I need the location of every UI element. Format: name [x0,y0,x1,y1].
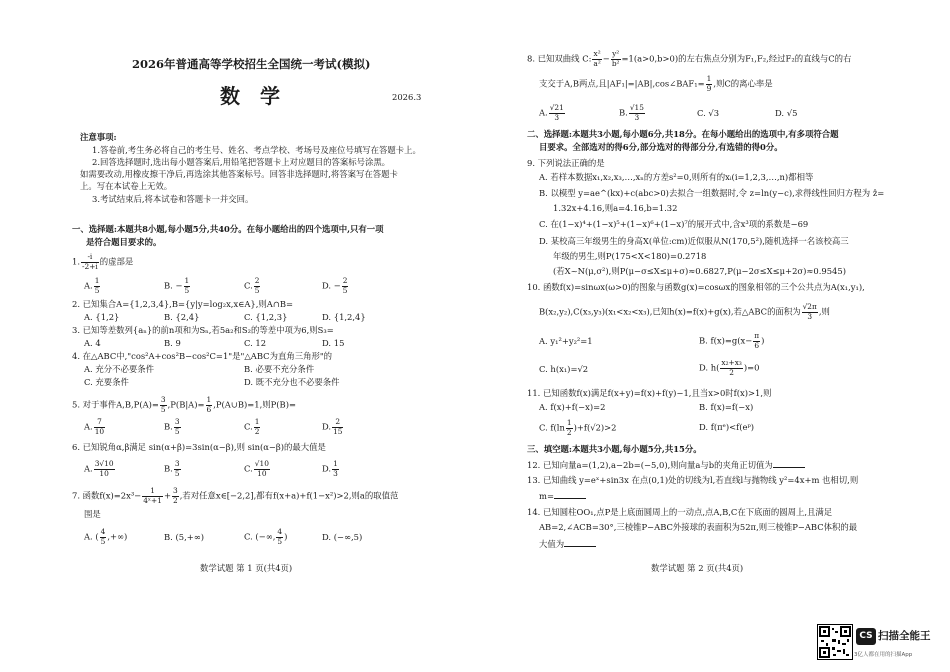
q11-stem: 11. 已知函数f(x)满足f(x+y)=f(x)+f(y)−1,且当x>0时f(x)>1,则 [527,388,772,398]
q2-option-c: C. {1,2,3} [244,312,288,322]
q10-stem-2: B(x₂,y₂),C(x₃,y₃)(x₁<x₂<x₃),已知h(x)=f(x)+g(x),若△ABC的面积为 $\frac{√2\pi}{3}$ ,则 [539,302,830,321]
q6-option-b: B. $\frac{3}{5}$ [164,459,180,478]
q1-option-d: D. − $\frac{2}{5}$ [322,276,348,295]
q7-stem: 7. 函数f(x)=2x³− $\frac{1}{\text{4ˣ+1}}$ + $\frac{3}{2}$ ,若对任意x∈[−2,2],都有f(x+a)+f(1−x²)>2,则a的取值范 [72,486,399,505]
notice-line-5: 3.考试结束后,将本试卷和答题卡一并交回。 [92,194,254,204]
q3-option-a: A. 4 [84,338,101,348]
q4-option-c: C. 充要条件 [84,377,129,387]
section2-heading: 二、选择题:本题共3小题,每小题6分,共18分。在每小题给出的选项中,有多项符合题 [527,129,839,139]
q7-stem-2: 围是 [84,509,101,519]
q3-option-d: D. 15 [322,338,345,348]
section1-heading-2: 是符合题目要求的。 [86,237,162,247]
q9-option-a: A. 若样本数据x₁,x₂,x₃,…,xₙ的方差s²=0,则所有的xᵢ(i=1,2,3,…,n)都相等 [539,172,814,182]
q11-option-b: B. f(x)=f(−x) [699,402,754,412]
q5-option-a: A. $\frac{7}{10}$ [84,417,105,436]
q7-option-c: C. (−∞, $\frac{4}{5}$ ) [244,527,288,546]
q9-option-d: D. 某校高三年级男生的身高X(单位:cm)近似服从N(170,5²),随机选择一名该校高三 [539,236,849,246]
q8-option-b: B. $\frac{√15}{3}$ [619,103,644,122]
q6-option-d: D. $\frac{1}{3}$ [322,459,338,478]
q2-option-a: A. {1,2} [84,312,120,322]
q5-option-b: B. $\frac{3}{5}$ [164,417,180,436]
q6-option-a: A. $\frac{3√10}{10}$ [84,459,114,478]
section1-heading: 一、选择题:本题共8小题,每小题5分,共40分。在每小题给出的四个选项中,只有一项 [72,224,384,234]
section3-heading: 三、填空题:本题共3小题,每小题5分,共15分。 [527,444,702,454]
q2-option-d: D. {1,2,4} [322,312,366,322]
q9-option-b-2: 1.32x+4.16,则a=4.16,b=1.32 [553,203,678,213]
q11-option-a: A. f(x)+f(−x)=2 [539,402,606,412]
q4-stem: 4. 在△ABC中,"cos²A+cos²B−cos²C=1"是"△ABC为直角三角形"的 [72,351,333,361]
q14-answer-blank[interactable] [564,538,596,547]
q8-option-c: C. √3 [697,108,720,118]
page-footer-2: 数学试题 第 2 页(共4页) [651,563,744,573]
q13-answer-blank[interactable] [554,490,586,499]
exam-title: 2026年普通高等学校招生全国统一考试(模拟) [132,57,371,71]
camscanner-logo-icon: CS [856,628,876,645]
q9-option-b: B. 以模型 y=ae^(kx)+c(abc>0)去拟合一组数据时,令 z=ln(y−c),求得线性回归方程为 ẑ= [539,188,885,198]
q14-stem-3: 大值为 [539,538,596,550]
section2-heading-2: 目要求。全部选对的得6分,部分选对的得部分分,有选错的得0分。 [539,142,783,152]
q1-option-c: C. $\frac{2}{5}$ [244,276,260,295]
q8-stem: 8. 已知双曲线 C: $\frac{\text{x²}}{\text{a²}}$ − $\frac{\text{y²}}{\text{b²}}$ =1(a>0,b>0)的左右焦点分别为F₁,F₂,经过F₂的直线与C的右 [527,49,852,68]
q10-stem: 10. 函数f(x)=sinωx(ω>0)的图象与函数g(x)=cosωx的图象相邻的三个公共点为A(x₁,y₁), [527,282,865,292]
q7-option-d: D. (−∞,5) [322,532,363,542]
qr-code [817,624,853,660]
q9-stem: 9. 下列说法正确的是 [527,158,605,168]
q2-option-b: B. {2,4} [164,312,200,322]
exam-date: 2026.3 [392,92,422,102]
q9-option-c: C. 在(1−x)⁴+(1−x)⁵+(1−x)⁶+(1−x)⁷的展开式中,含x³项的系数是−69 [539,219,809,229]
page-footer-1: 数学试题 第 1 页(共4页) [200,563,293,573]
q13-stem: 13. 已知曲线 y=eˣ+sin3x 在点(0,1)处的切线为l,若直线l与抛物线 y²=4x+m 也相切,则 [527,475,859,485]
camscanner-name: 扫描全能王 [878,630,931,642]
q13-stem-2: m= [539,490,586,502]
q8-option-a: A. $\frac{√21}{3}$ [539,103,564,122]
q10-option-c: C. h(x₁)=√2 [539,364,589,374]
q10-option-b: B. f(x)=g(x− $\frac{\pi}{6}$ ) [699,331,765,350]
q5-option-c: C. $\frac{1}{2}$ [244,417,260,436]
q4-option-b: B. 必要不充分条件 [244,364,315,374]
q12-answer-blank[interactable] [773,459,805,468]
notice-line-4: 上。写在本试卷上无效。 [80,181,173,191]
q5-stem: 5. 对于事件A,B,P(A)= $\frac{3}{5}$ ,P(B|A)= $\frac{1}{6}$ ,P(A∪B)=1,则P(B)= [72,395,296,414]
notice-line-3: 如需要改动,用橡皮擦干净后,再选涂其他答案标号。回答非选择题时,将答案写在答题卡 [80,169,398,179]
q1-option-a: A. $\frac{1}{5}$ [84,276,100,295]
q6-option-c: C. $\frac{√10}{10}$ [244,459,269,478]
q4-option-d: D. 既不充分也不必要条件 [244,377,340,387]
q3-option-b: B. 9 [164,338,181,348]
q11-option-c: C. f(ln $\frac{1}{2}$ )+f(√2)>2 [539,418,617,437]
camscanner-tagline: 3亿人都在用的扫描App [854,652,913,658]
q3-stem: 3. 已知等差数列{aₙ}的前n项和为Sₙ,若5a₂和S₂的等差中项为6,则S₃= [72,325,334,335]
q7-option-a: A. ( $\frac{4}{5}$ ,+∞) [84,527,128,546]
page-2 [475,0,950,672]
q14-stem: 14. 已知圆柱OO₁,点P是上底面圆周上的一动点,点A,B,C在下底面的圆周上,且满足 [527,507,833,517]
q8-stem-2: 支交于A,B两点,且|AF₁|=|AB|,cos∠BAF₁= $\frac{1}{9}$ ,则C的离心率是 [539,74,773,93]
q11-option-d: D. f(πᵉ)<f(eᵖ) [699,422,755,432]
q12-stem: 12. 已知向量a=(1,2),a−2b=(−5,0),则向量a与b的夹角正切值为 [527,459,805,471]
q14-stem-2: AB=2,∠ACB=30°,三棱锥P−ABC外接球的表面积为52π,则三棱锥P−ABC体积的最 [539,522,858,532]
q6-stem: 6. 已知锐角α,β满足 sin(α+β)=3sin(α−β),则 sin(α−β)的最大值是 [72,442,326,452]
q9-option-d-2: 年级的男生,则P(175<X<180)=0.2718 [553,251,707,261]
notice-line-2: 2.回答选择题时,选出每小题答案后,用铅笔把答题卡上对应题目的答案标号涂黑。 [92,157,391,167]
q7-option-b: B. (5,+∞) [164,532,204,542]
q10-option-d: D. h( $\frac{\text{x₂+x₃}}{2}$ )=0 [699,358,760,377]
notice-heading: 注意事项: [80,132,117,142]
q9-option-d-3: (若X~N(μ,σ²),则P(μ−σ≤X≤μ+σ)≈0.6827,P(μ−2σ≤X≤μ+2σ)≈0.9545) [553,266,846,276]
q10-option-a: A. y₁²+y₂²=1 [539,336,593,346]
q1-stem: 1. $\frac{-i}{-2+i}$ 的虚部是 [72,252,134,271]
q1-option-b: B. − $\frac{1}{5}$ [164,276,190,295]
q8-option-d: D. √5 [775,108,798,118]
q5-option-d: D. $\frac{2}{15}$ [322,417,343,436]
subject-title: 数学 [220,84,300,108]
q3-option-c: C. 12 [244,338,267,348]
notice-line-1: 1.答卷前,考生务必将自己的考生号、姓名、考点学校、考场号及座位号填写在答题卡上。 [92,145,421,155]
q4-option-a: A. 充分不必要条件 [84,364,154,374]
q2-stem: 2. 已知集合A={1,2,3,4},B={y|y=log₂x,x∈A},则A∩B= [72,299,294,309]
